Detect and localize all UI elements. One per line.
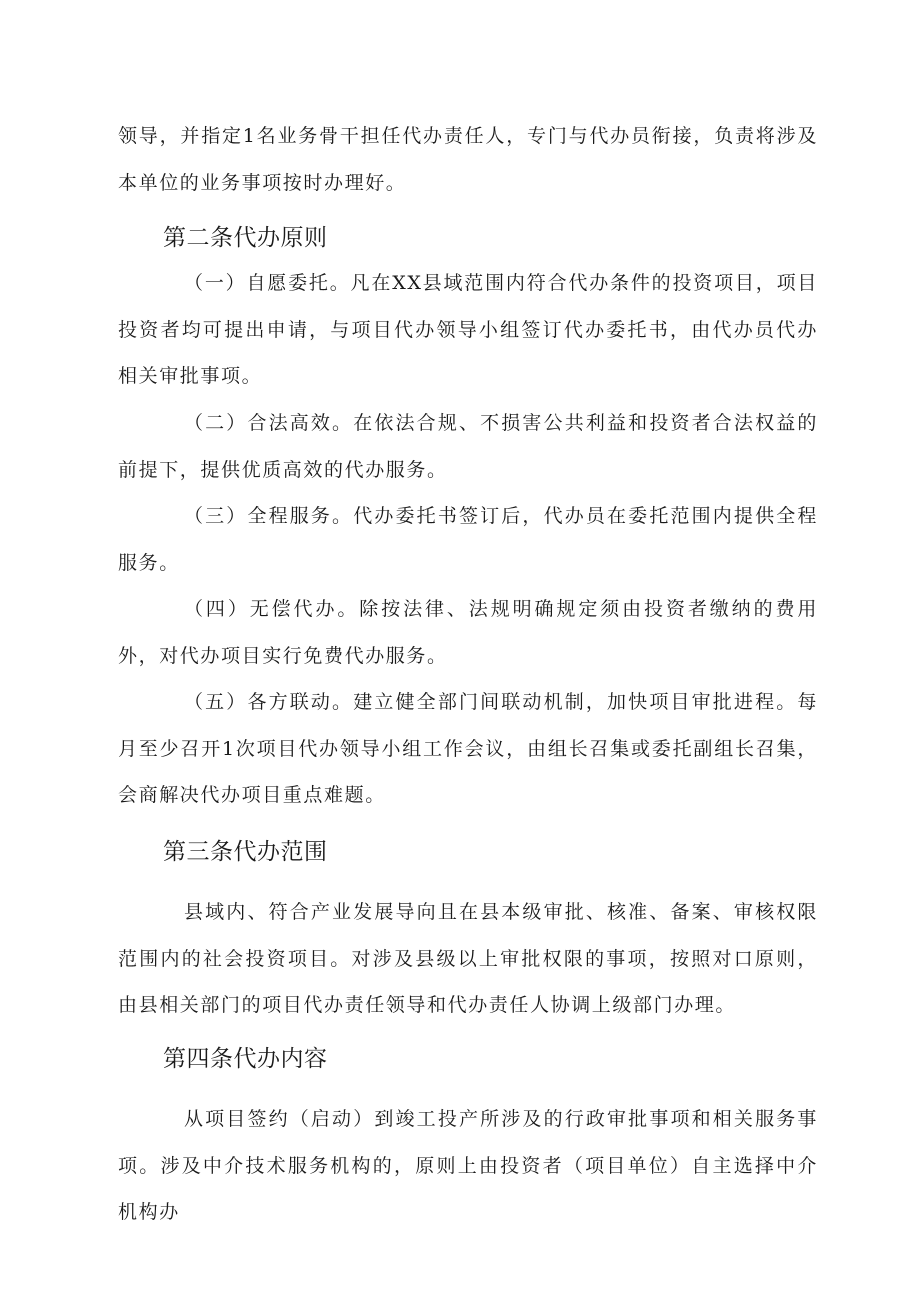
article-2-item-4: （四）无偿代办。除按法律、法规明确规定须由投资者缴纳的费用外，对代办项目实行免费代办服务。	[118, 598, 818, 667]
article-2-heading: 第二条代办原则	[163, 225, 328, 251]
intro-paragraph: 领导，并指定1名业务骨干担任代办责任人，专门与代办员衔接，负责将涉及本单位的业务事项按时办理好。	[118, 125, 818, 194]
article-3-heading: 第三条代办范围	[163, 839, 328, 865]
article-4-paragraph: 从项目签约（启动）到竣工投产所涉及的行政审批事项和相关服务事项。涉及中介技术服务机构的，原则上由投资者（项目单位）自主选择中介机构办	[118, 1108, 818, 1223]
article-2-item-5: （五）各方联动。建立健全部门间联动机制，加快项目审批进程。每月至少召开1次项目代办领导小组工作会议，由组长召集或委托副组长召集，会商解决代办项目重点难题。	[118, 691, 818, 806]
article-4-heading: 第四条代办内容	[163, 1046, 328, 1072]
article-2-item-1: （一）自愿委托。凡在XX县域范围内符合代办条件的投资项目，项目投资者均可提出申请，与项目代办领导小组签订代办委托书，由代办员代办相关审批事项。	[118, 272, 818, 387]
article-3-paragraph: 县域内、符合产业发展导向且在县本级审批、核准、备案、审核权限范围内的社会投资项目。对涉及县级以上审批权限的事项，按照对口原则，由县相关部门的项目代办责任领导和代办责任人协调上级部门办理。	[118, 901, 818, 1016]
article-2-item-3: （三）全程服务。代办委托书签订后，代办员在委托范围内提供全程服务。	[118, 505, 818, 574]
article-2-item-2: （二）合法高效。在依法合规、不损害公共利益和投资者合法权益的前提下，提供优质高效的代办服务。	[118, 412, 818, 481]
